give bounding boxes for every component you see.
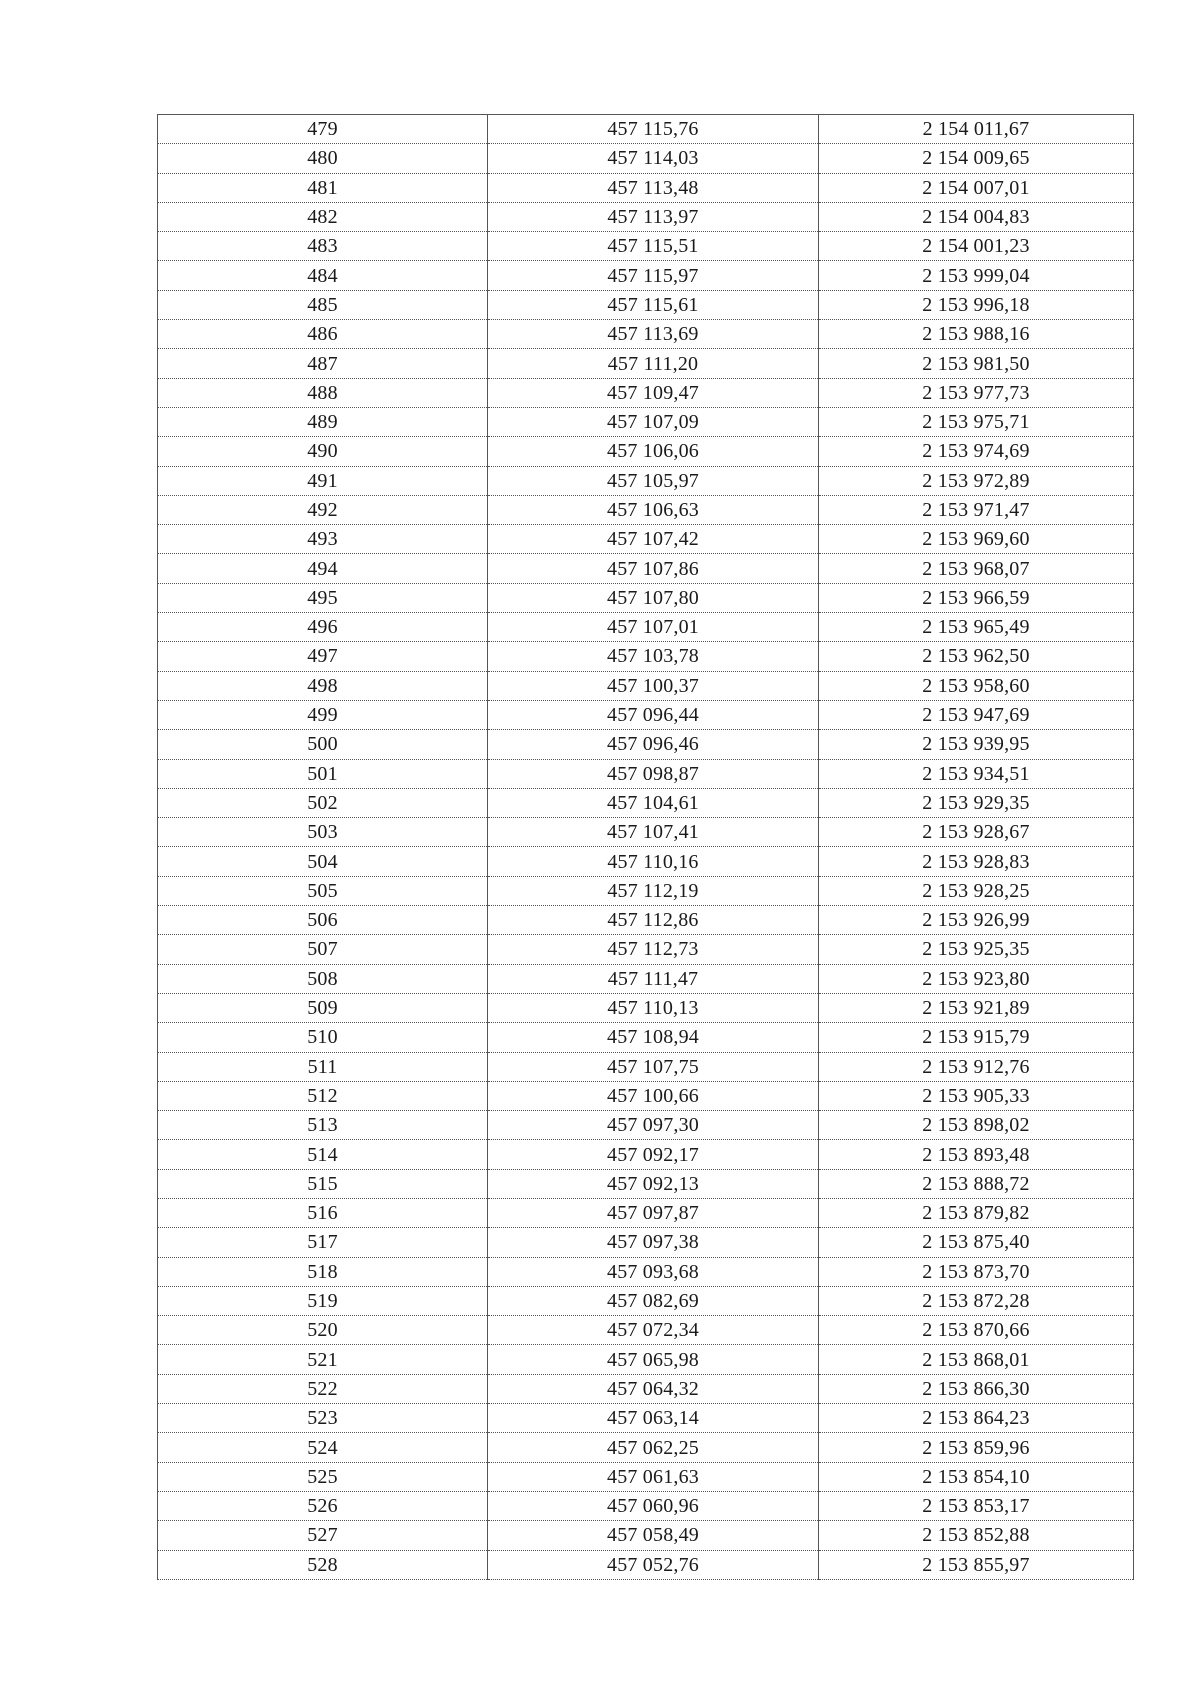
point-number-cell: 510 [158,1023,488,1052]
y-coordinate-cell: 2 153 934,51 [819,759,1134,788]
point-number-cell: 481 [158,173,488,202]
y-coordinate-cell: 2 153 898,02 [819,1111,1134,1140]
y-coordinate-cell: 2 153 966,59 [819,583,1134,612]
x-coordinate-cell: 457 113,69 [488,320,819,349]
x-coordinate-cell: 457 115,97 [488,261,819,290]
point-number-cell: 504 [158,847,488,876]
x-coordinate-cell: 457 107,09 [488,407,819,436]
table-row [158,759,1134,788]
x-coordinate-cell: 457 061,63 [488,1462,819,1491]
point-number-cell: 519 [158,1286,488,1315]
y-coordinate-cell: 2 153 868,01 [819,1345,1134,1374]
point-number-cell: 511 [158,1052,488,1081]
point-number-cell: 480 [158,144,488,173]
point-number-cell: 499 [158,700,488,729]
point-number-cell: 515 [158,1169,488,1198]
point-number-cell: 526 [158,1491,488,1520]
table-row [158,349,1134,378]
table-row [158,818,1134,847]
x-coordinate-cell: 457 111,47 [488,964,819,993]
y-coordinate-cell: 2 153 974,69 [819,437,1134,466]
y-coordinate-cell: 2 153 947,69 [819,700,1134,729]
point-number-cell: 491 [158,466,488,495]
table-row [158,232,1134,261]
x-coordinate-cell: 457 107,75 [488,1052,819,1081]
x-coordinate-cell: 457 082,69 [488,1286,819,1315]
table-row [158,466,1134,495]
table-row [158,1404,1134,1433]
table-row [158,906,1134,935]
table-row [158,378,1134,407]
point-number-cell: 512 [158,1081,488,1110]
table-row [158,847,1134,876]
table-row [158,437,1134,466]
table-row [158,642,1134,671]
x-coordinate-cell: 457 107,80 [488,583,819,612]
point-number-cell: 497 [158,642,488,671]
table-row [158,613,1134,642]
x-coordinate-cell: 457 107,01 [488,613,819,642]
point-number-cell: 495 [158,583,488,612]
x-coordinate-cell: 457 111,20 [488,349,819,378]
x-coordinate-cell: 457 106,06 [488,437,819,466]
point-number-cell: 523 [158,1404,488,1433]
table-row [158,115,1134,144]
y-coordinate-cell: 2 153 971,47 [819,495,1134,524]
table-row [158,1491,1134,1520]
table-row [158,1052,1134,1081]
x-coordinate-cell: 457 115,61 [488,290,819,319]
x-coordinate-cell: 457 115,51 [488,232,819,261]
y-coordinate-cell: 2 153 855,97 [819,1550,1134,1579]
y-coordinate-cell: 2 153 981,50 [819,349,1134,378]
table-row [158,144,1134,173]
y-coordinate-cell: 2 153 925,35 [819,935,1134,964]
y-coordinate-cell: 2 153 929,35 [819,788,1134,817]
coordinates-table [157,114,1134,1580]
point-number-cell: 509 [158,993,488,1022]
y-coordinate-cell: 2 153 854,10 [819,1462,1134,1491]
x-coordinate-cell: 457 107,42 [488,525,819,554]
x-coordinate-cell: 457 110,16 [488,847,819,876]
table-row [158,554,1134,583]
point-number-cell: 524 [158,1433,488,1462]
x-coordinate-cell: 457 112,19 [488,876,819,905]
y-coordinate-cell: 2 154 004,83 [819,202,1134,231]
point-number-cell: 506 [158,906,488,935]
y-coordinate-cell: 2 153 928,67 [819,818,1134,847]
table-row [158,876,1134,905]
table-row [158,525,1134,554]
table-row [158,1550,1134,1579]
table-row [158,1169,1134,1198]
x-coordinate-cell: 457 107,41 [488,818,819,847]
point-number-cell: 500 [158,730,488,759]
x-coordinate-cell: 457 115,76 [488,115,819,144]
table-row [158,1257,1134,1286]
x-coordinate-cell: 457 108,94 [488,1023,819,1052]
y-coordinate-cell: 2 153 962,50 [819,642,1134,671]
y-coordinate-cell: 2 153 928,83 [819,847,1134,876]
y-coordinate-cell: 2 153 888,72 [819,1169,1134,1198]
table-row [158,1286,1134,1315]
point-number-cell: 527 [158,1521,488,1550]
table-row [158,1111,1134,1140]
point-number-cell: 521 [158,1345,488,1374]
x-coordinate-cell: 457 109,47 [488,378,819,407]
point-number-cell: 528 [158,1550,488,1579]
table-row [158,1140,1134,1169]
table-row [158,261,1134,290]
x-coordinate-cell: 457 098,87 [488,759,819,788]
y-coordinate-cell: 2 153 977,73 [819,378,1134,407]
point-number-cell: 484 [158,261,488,290]
point-number-cell: 482 [158,202,488,231]
point-number-cell: 488 [158,378,488,407]
table-row [158,993,1134,1022]
y-coordinate-cell: 2 153 921,89 [819,993,1134,1022]
y-coordinate-cell: 2 153 864,23 [819,1404,1134,1433]
y-coordinate-cell: 2 153 969,60 [819,525,1134,554]
x-coordinate-cell: 457 100,66 [488,1081,819,1110]
table-row [158,173,1134,202]
x-coordinate-cell: 457 063,14 [488,1404,819,1433]
y-coordinate-cell: 2 153 870,66 [819,1316,1134,1345]
table-row [158,671,1134,700]
coordinates-table-body [158,115,1134,1580]
table-row [158,1023,1134,1052]
point-number-cell: 516 [158,1198,488,1227]
table-row [158,320,1134,349]
x-coordinate-cell: 457 113,97 [488,202,819,231]
x-coordinate-cell: 457 065,98 [488,1345,819,1374]
table-row [158,1228,1134,1257]
point-number-cell: 501 [158,759,488,788]
table-row [158,407,1134,436]
point-number-cell: 508 [158,964,488,993]
table-row [158,1462,1134,1491]
point-number-cell: 513 [158,1111,488,1140]
y-coordinate-cell: 2 153 926,99 [819,906,1134,935]
table-row [158,1198,1134,1227]
point-number-cell: 487 [158,349,488,378]
y-coordinate-cell: 2 153 958,60 [819,671,1134,700]
point-number-cell: 483 [158,232,488,261]
x-coordinate-cell: 457 105,97 [488,466,819,495]
x-coordinate-cell: 457 110,13 [488,993,819,1022]
point-number-cell: 507 [158,935,488,964]
x-coordinate-cell: 457 062,25 [488,1433,819,1462]
y-coordinate-cell: 2 153 875,40 [819,1228,1134,1257]
y-coordinate-cell: 2 153 859,96 [819,1433,1134,1462]
table-row [158,964,1134,993]
x-coordinate-cell: 457 064,32 [488,1374,819,1403]
point-number-cell: 486 [158,320,488,349]
point-number-cell: 493 [158,525,488,554]
y-coordinate-cell: 2 153 968,07 [819,554,1134,583]
point-number-cell: 525 [158,1462,488,1491]
point-number-cell: 498 [158,671,488,700]
point-number-cell: 503 [158,818,488,847]
table-row [158,583,1134,612]
y-coordinate-cell: 2 154 011,67 [819,115,1134,144]
y-coordinate-cell: 2 153 975,71 [819,407,1134,436]
table-row [158,730,1134,759]
y-coordinate-cell: 2 153 879,82 [819,1198,1134,1227]
y-coordinate-cell: 2 153 928,25 [819,876,1134,905]
point-number-cell: 496 [158,613,488,642]
y-coordinate-cell: 2 153 866,30 [819,1374,1134,1403]
x-coordinate-cell: 457 107,86 [488,554,819,583]
y-coordinate-cell: 2 153 893,48 [819,1140,1134,1169]
table-row [158,290,1134,319]
point-number-cell: 522 [158,1374,488,1403]
y-coordinate-cell: 2 153 912,76 [819,1052,1134,1081]
y-coordinate-cell: 2 153 872,28 [819,1286,1134,1315]
y-coordinate-cell: 2 153 923,80 [819,964,1134,993]
table-row [158,788,1134,817]
x-coordinate-cell: 457 058,49 [488,1521,819,1550]
y-coordinate-cell: 2 153 853,17 [819,1491,1134,1520]
y-coordinate-cell: 2 154 007,01 [819,173,1134,202]
x-coordinate-cell: 457 092,17 [488,1140,819,1169]
y-coordinate-cell: 2 154 009,65 [819,144,1134,173]
x-coordinate-cell: 457 097,30 [488,1111,819,1140]
x-coordinate-cell: 457 096,44 [488,700,819,729]
point-number-cell: 489 [158,407,488,436]
x-coordinate-cell: 457 113,48 [488,173,819,202]
x-coordinate-cell: 457 112,73 [488,935,819,964]
x-coordinate-cell: 457 114,03 [488,144,819,173]
x-coordinate-cell: 457 106,63 [488,495,819,524]
table-row [158,1374,1134,1403]
table-row [158,202,1134,231]
x-coordinate-cell: 457 060,96 [488,1491,819,1520]
table-row [158,935,1134,964]
x-coordinate-cell: 457 096,46 [488,730,819,759]
table-row [158,1433,1134,1462]
x-coordinate-cell: 457 100,37 [488,671,819,700]
x-coordinate-cell: 457 052,76 [488,1550,819,1579]
x-coordinate-cell: 457 072,34 [488,1316,819,1345]
y-coordinate-cell: 2 153 905,33 [819,1081,1134,1110]
y-coordinate-cell: 2 153 996,18 [819,290,1134,319]
table-row [158,1345,1134,1374]
y-coordinate-cell: 2 153 965,49 [819,613,1134,642]
point-number-cell: 517 [158,1228,488,1257]
x-coordinate-cell: 457 103,78 [488,642,819,671]
y-coordinate-cell: 2 154 001,23 [819,232,1134,261]
point-number-cell: 494 [158,554,488,583]
table-row [158,700,1134,729]
point-number-cell: 505 [158,876,488,905]
point-number-cell: 518 [158,1257,488,1286]
x-coordinate-cell: 457 097,38 [488,1228,819,1257]
table-row [158,495,1134,524]
y-coordinate-cell: 2 153 999,04 [819,261,1134,290]
point-number-cell: 479 [158,115,488,144]
table-row [158,1316,1134,1345]
y-coordinate-cell: 2 153 915,79 [819,1023,1134,1052]
y-coordinate-cell: 2 153 972,89 [819,466,1134,495]
x-coordinate-cell: 457 097,87 [488,1198,819,1227]
x-coordinate-cell: 457 104,61 [488,788,819,817]
point-number-cell: 514 [158,1140,488,1169]
table-row [158,1521,1134,1550]
point-number-cell: 490 [158,437,488,466]
x-coordinate-cell: 457 112,86 [488,906,819,935]
point-number-cell: 485 [158,290,488,319]
x-coordinate-cell: 457 092,13 [488,1169,819,1198]
x-coordinate-cell: 457 093,68 [488,1257,819,1286]
y-coordinate-cell: 2 153 988,16 [819,320,1134,349]
point-number-cell: 502 [158,788,488,817]
point-number-cell: 520 [158,1316,488,1345]
y-coordinate-cell: 2 153 939,95 [819,730,1134,759]
y-coordinate-cell: 2 153 852,88 [819,1521,1134,1550]
table-row [158,1081,1134,1110]
point-number-cell: 492 [158,495,488,524]
y-coordinate-cell: 2 153 873,70 [819,1257,1134,1286]
